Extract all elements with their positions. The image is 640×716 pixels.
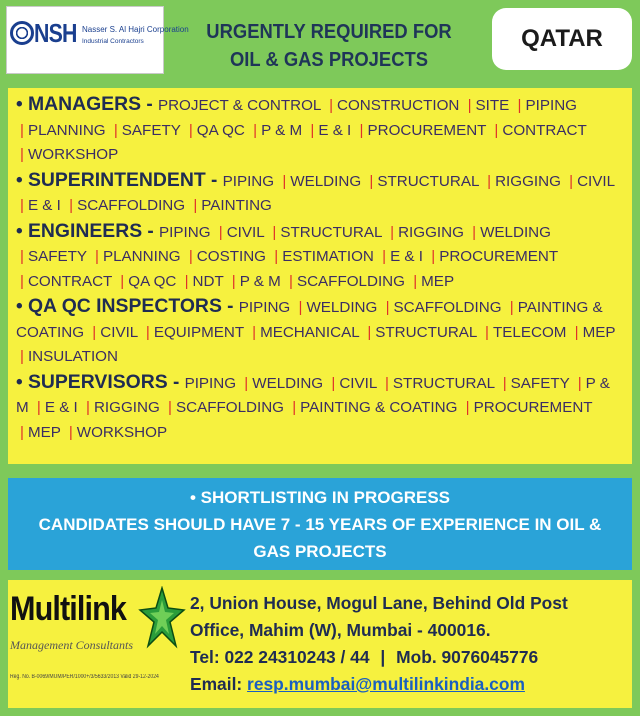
role-item: RIGGING <box>93 399 160 416</box>
notice-line-2: CANDIDATES SHOULD HAVE 7 - 15 YEARS OF EXPERIENCE IN OIL & <box>38 515 602 534</box>
nsh-emblem-icon <box>10 21 34 45</box>
role-separator: | <box>253 121 258 139</box>
role-item: PAINTING & COATING <box>300 399 458 416</box>
role-item: PLANNING <box>102 248 181 265</box>
phone-line <box>190 644 630 671</box>
role-item: PIPING <box>238 299 291 316</box>
role-separator: | <box>188 121 193 139</box>
role-separator: | <box>310 121 315 139</box>
role-separator: | <box>272 223 277 241</box>
headline <box>183 18 476 74</box>
nsh-logo-letters: NSH <box>34 18 77 48</box>
role-item: SCAFFOLDING <box>77 197 186 214</box>
role-separator: | <box>298 299 303 316</box>
bullet-icon: • <box>16 220 28 242</box>
role-item: MECHANICAL <box>260 323 360 341</box>
category-title: MANAGERS <box>27 93 142 115</box>
role-separator: | <box>385 299 390 316</box>
role-separator: | <box>517 97 522 114</box>
role-item: P & M <box>239 272 281 290</box>
role-separator: | <box>569 172 574 190</box>
role-item: SAFETY <box>27 248 87 265</box>
role-item: ESTIMATION <box>282 248 374 265</box>
role-separator: | <box>113 121 118 139</box>
role-separator: | <box>20 197 24 214</box>
role-item: CONTRACT <box>502 121 587 139</box>
positions-panel <box>8 88 632 464</box>
role-separator: | <box>384 374 389 392</box>
role-item: PLANNING <box>27 121 106 139</box>
role-item: EQUIPMENT <box>153 323 244 341</box>
role-separator: | <box>472 223 477 241</box>
role-item: P & M <box>16 374 610 416</box>
category-dash: - <box>221 296 239 317</box>
role-item: PAINTING <box>201 197 272 214</box>
role-item: SCAFFOLDING <box>393 299 502 316</box>
role-separator: | <box>367 323 372 341</box>
role-item: MEP <box>27 423 61 441</box>
category-dash: - <box>141 94 158 115</box>
notice-banner <box>8 478 632 570</box>
role-item: PROCUREMENT <box>439 248 558 265</box>
role-item: MEP <box>582 323 616 341</box>
role-item: E & I <box>390 248 423 265</box>
role-separator: | <box>577 374 582 392</box>
role-item: SCAFFOLDING <box>175 399 284 416</box>
position-category <box>16 92 624 168</box>
role-item: PROCUREMENT <box>473 399 593 416</box>
nsh-company-subtitle: Industrial Contractors <box>82 38 144 45</box>
role-item: STRUCTURAL <box>280 223 382 241</box>
role-separator: | <box>20 348 24 365</box>
multilink-registration: Reg. No. B-0069/MUM/PER/1000+/3/5633/2013 Valid 29-12-2024 <box>10 674 159 680</box>
role-item: SAFETY <box>121 121 181 139</box>
headline-line-2: OIL & GAS PROJECTS <box>229 49 429 71</box>
role-separator: | <box>494 121 499 139</box>
role-separator: | <box>244 374 249 392</box>
role-separator: | <box>168 399 172 416</box>
role-separator: | <box>274 248 279 265</box>
category-title: SUPERINTENDENT <box>27 168 206 191</box>
role-separator: | <box>20 248 24 265</box>
role-item: PROCUREMENT <box>367 121 487 139</box>
role-item: SAFETY <box>510 374 570 392</box>
telephone: Tel: 022 24310243 / 44 <box>190 647 370 667</box>
role-separator: | <box>359 121 364 139</box>
role-separator: | <box>329 97 334 114</box>
role-item: PAINTING & COATING <box>16 299 603 341</box>
role-item: QA QC <box>196 121 245 139</box>
role-separator: | <box>188 248 193 265</box>
role-item: SCAFFOLDING <box>296 272 405 290</box>
role-item: CIVIL <box>339 374 377 392</box>
country-label: QATAR <box>521 25 603 52</box>
role-item: STRUCTURAL <box>377 172 479 190</box>
role-item: INSULATION <box>27 348 118 365</box>
role-item: CIVIL <box>100 323 138 341</box>
role-item: E & I <box>44 399 78 416</box>
role-item: PIPING <box>222 172 275 190</box>
role-separator: | <box>390 223 395 241</box>
category-dash: - <box>167 371 185 393</box>
role-separator: | <box>289 272 293 290</box>
role-separator: | <box>231 272 236 290</box>
role-item: TELECOM <box>493 323 567 341</box>
role-item: E & I <box>318 121 352 139</box>
bullet-icon: • <box>16 371 28 393</box>
position-category <box>16 370 624 446</box>
address-line-2: Office, Mahim (W), Mumbai - 400016. <box>190 620 491 640</box>
category-title: ENGINEERS <box>27 219 143 242</box>
footer-panel <box>8 580 632 708</box>
position-category <box>16 294 624 370</box>
role-separator: | <box>509 299 514 316</box>
role-item: STRUCTURAL <box>392 374 495 392</box>
role-separator: | <box>36 399 41 416</box>
role-item: WELDING <box>306 299 378 316</box>
country-badge <box>492 8 632 70</box>
role-item: CONTRACT <box>27 272 113 290</box>
category-dash: - <box>142 220 160 242</box>
bullet-icon: • <box>16 296 28 317</box>
role-separator: | <box>485 323 489 341</box>
nsh-logo <box>6 6 189 74</box>
role-item: CIVIL <box>577 172 615 190</box>
header <box>0 0 640 86</box>
headline-line-1: URGENTLY REQUIRED FOR <box>206 21 452 43</box>
role-item: P & M <box>261 121 303 139</box>
role-item: PROJECT & CONTROL <box>157 97 321 114</box>
role-separator: | <box>86 399 90 416</box>
role-separator: | <box>145 323 150 341</box>
star-icon <box>138 586 186 652</box>
role-separator: | <box>92 323 97 341</box>
bullet-icon: • <box>16 94 28 115</box>
phone-separator: | <box>380 647 386 667</box>
role-separator: | <box>69 197 74 214</box>
email-line <box>190 671 630 698</box>
contact-block <box>190 590 630 698</box>
role-separator: | <box>218 223 223 241</box>
role-separator: | <box>252 323 257 341</box>
position-category <box>16 219 624 295</box>
role-separator: | <box>574 323 579 341</box>
role-separator: | <box>369 172 374 190</box>
role-item: WELDING <box>290 172 362 190</box>
role-item: CIVIL <box>226 223 265 241</box>
role-separator: | <box>20 423 24 441</box>
nsh-company-name: Nasser S. Al Hajri Corporation <box>82 25 189 34</box>
category-title: QA QC INSPECTORS <box>27 295 222 317</box>
category-title: SUPERVISORS <box>27 370 168 393</box>
role-separator: | <box>413 272 418 290</box>
role-item: NDT <box>192 272 224 290</box>
role-separator: | <box>382 248 387 265</box>
role-item: WORKSHOP <box>76 423 168 441</box>
role-separator: | <box>120 272 125 290</box>
role-separator: | <box>20 146 24 163</box>
role-item: E & I <box>27 197 61 214</box>
role-item: CONSTRUCTION <box>337 97 460 114</box>
email-link[interactable]: resp.mumbai@multilinkindia.com <box>247 674 525 694</box>
role-separator: | <box>431 248 436 265</box>
role-separator: | <box>282 172 287 190</box>
role-separator: | <box>193 197 198 214</box>
category-dash: - <box>205 169 223 191</box>
role-separator: | <box>184 272 189 290</box>
notice-line-1: • SHORTLISTING IN PROGRESS <box>189 488 451 507</box>
role-separator: | <box>20 121 24 139</box>
role-item: WORKSHOP <box>27 146 119 163</box>
multilink-logo-word: Multilink <box>10 590 127 628</box>
multilink-logo <box>8 586 186 700</box>
role-separator: | <box>487 172 492 190</box>
address-line-1: 2, Union House, Mogul Lane, Behind Old Post <box>190 593 568 613</box>
role-separator: | <box>502 374 507 392</box>
role-item: PIPING <box>159 223 211 241</box>
role-separator: | <box>68 423 73 441</box>
role-item: PIPING <box>184 374 237 392</box>
role-separator: | <box>465 399 470 416</box>
email-label: Email: <box>190 674 243 694</box>
notice-line-3: GAS PROJECTS <box>253 542 387 561</box>
role-item: WELDING <box>480 223 551 241</box>
role-item: COSTING <box>196 248 266 265</box>
role-item: RIGGING <box>398 223 464 241</box>
role-separator: | <box>20 272 24 290</box>
role-separator: | <box>467 97 472 114</box>
multilink-logo-subtitle: Management Consultants <box>10 638 133 652</box>
role-item: WELDING <box>252 374 324 392</box>
role-item: RIGGING <box>495 172 561 190</box>
role-item: QA QC <box>128 272 177 290</box>
bullet-icon: • <box>16 169 28 191</box>
position-category <box>16 168 624 219</box>
role-item: STRUCTURAL <box>375 323 477 341</box>
role-item: PIPING <box>525 97 577 114</box>
role-separator: | <box>331 374 336 392</box>
role-item: SITE <box>475 97 510 114</box>
mobile: Mob. 9076045776 <box>396 647 539 667</box>
role-item: MEP <box>421 272 455 290</box>
role-separator: | <box>95 248 99 265</box>
role-separator: | <box>292 399 297 416</box>
